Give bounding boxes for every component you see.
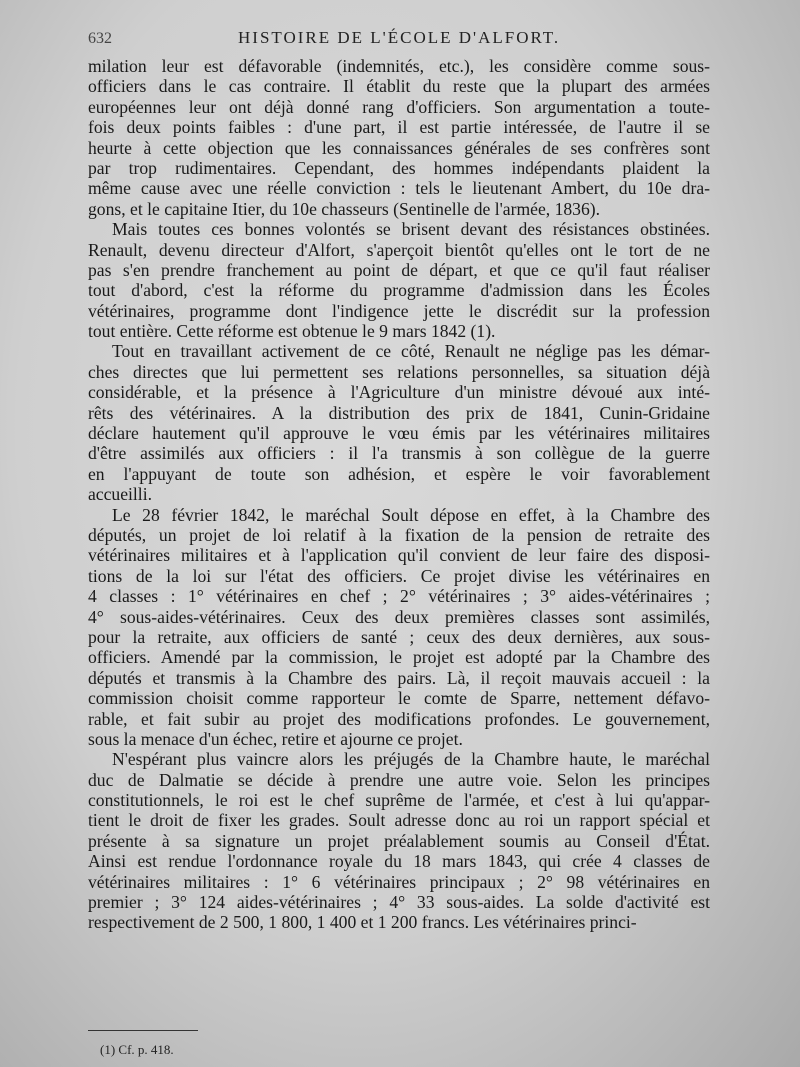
text-line: milation leur est défavorable (indemnités, etc.), les considère comme sous-	[88, 56, 710, 76]
running-title: HISTOIRE DE L'ÉCOLE D'ALFORT.	[238, 28, 561, 47]
text-line: N'espérant plus vaincre alors les préjugés de la Chambre haute, le maréchal	[112, 749, 710, 770]
text-line: vétérinaires militaires et à l'application qu'il convient de leur faire des disposi-	[88, 545, 710, 566]
text-line: députés, un projet de loi relatif à la fixation de la pension de retraite des	[88, 524, 710, 545]
text-line: présente à sa signature un projet préalablement soumis au Conseil d'État.	[88, 830, 710, 851]
text-line: en l'appuyant de toute son adhésion, et espère le voir favorablement	[88, 463, 710, 484]
text-line: tions de la loi sur l'état des officiers. Ce projet divise les vétérinaires en	[88, 565, 710, 586]
text-line: rable, et fait subir au projet des modifications profondes. Le gouvernement,	[88, 708, 710, 729]
text-line: vétérinaires militaires : 1° 6 vétérinaires principaux ; 2° 98 vétérinaires en	[88, 871, 710, 892]
text-line: Ainsi est rendue l'ordonnance royale du 18 mars 1843, qui crée 4 classes de	[88, 851, 710, 872]
text-line: Renault, devenu directeur d'Alfort, s'aperçoit bientôt qu'elles ont le tort de ne	[88, 239, 710, 260]
paragraph	[88, 56, 710, 219]
text-line: 4° sous-aides-vétérinaires. Ceux des deux premières classes sont assimilés,	[88, 606, 710, 627]
text-line: tient le droit de fixer les grades. Soult adresse donc au roi un rapport spécial et	[88, 810, 710, 831]
text-line: Mais toutes ces bonnes volontés se brisent devant des résistances obstinées.	[112, 219, 710, 240]
text-line: par trop rudimentaires. Cependant, des hommes indépendants plaident la	[88, 157, 710, 178]
text-line: Le 28 février 1842, le maréchal Soult dépose en effet, à la Chambre des	[112, 504, 710, 525]
text-line: sous la menace d'un échec, retire et ajourne ce projet.	[88, 728, 463, 749]
body-text	[88, 56, 710, 933]
text-line: fois deux points faibles : d'une part, il est partie intéressée, de l'autre il se	[88, 117, 710, 138]
text-line: heurte à cette objection que les connaissances générales de ses confrères sont	[88, 137, 710, 158]
text-line: officiers. Amendé par la commission, le projet est adopté par la Chambre des	[88, 647, 710, 668]
footnote: (1) Cf. p. 418.	[100, 1042, 174, 1057]
text-line: considérable, et la présence à l'Agriculture d'un ministre dévoué aux inté-	[88, 382, 710, 403]
text-line: européennes leur ont déjà donné rang d'officiers. Son argumentation a toute-	[88, 96, 710, 117]
text-line: 4 classes : 1° vétérinaires en chef ; 2° vétérinaires ; 3° aides-vétérinaires ;	[88, 586, 710, 607]
text-line: d'être assimilés aux officiers : il l'a transmis à son collègue de la guerre	[88, 443, 710, 464]
text-line: pour la retraite, aux officiers de santé ; ceux des deux dernières, aux sous-	[88, 626, 710, 647]
text-line: ches directes que lui permettent ses relations personnelles, sa situation déjà	[88, 361, 710, 382]
text-line: respectivement de 2 500, 1 800, 1 400 et 1 200 francs. Les vétérinaires princi-	[88, 912, 637, 933]
text-line: officiers dans le cas contraire. Il établit du reste que la plupart des armées	[88, 76, 710, 97]
text-line: commission choisit comme rapporteur le comte de Sparre, nettement défavo-	[88, 688, 710, 709]
text-line: tout d'abord, c'est la réforme du programme d'admission dans les Écoles	[88, 280, 710, 301]
paragraph	[88, 505, 710, 750]
text-line: Tout en travaillant activement de ce côté, Renault ne néglige pas les démar-	[112, 341, 710, 362]
text-line: même cause avec une réelle conviction : tels le lieutenant Ambert, du 10e dra-	[88, 178, 710, 199]
text-line: déclare hautement qu'il approuve le vœu émis par les vétérinaires militaires	[88, 423, 710, 444]
text-line: vétérinaires, programme dont l'indigence jette le discrédit sur la profession	[88, 300, 710, 321]
footnote-rule	[88, 1030, 198, 1031]
text-line: pas s'en prendre franchement au point de départ, et que ce qu'il faut réaliser	[88, 259, 710, 280]
text-line: gons, et le capitaine Itier, du 10e chasseurs (Sentinelle de l'armée, 1836).	[88, 198, 601, 219]
page-header	[88, 28, 708, 56]
paragraph	[88, 219, 710, 341]
text-line: constitutionnels, le roi est le chef suprême de l'armée, et c'est à lui qu'appar-	[88, 790, 710, 811]
text-line: tout entière. Cette réforme est obtenue le 9 mars 1842 (1).	[88, 321, 496, 342]
page-number: 632	[88, 30, 112, 47]
text-line: rêts des vétérinaires. A la distribution des prix de 1841, Cunin-Gridaine	[88, 402, 710, 423]
paragraph	[88, 749, 710, 933]
text-line: députés et transmis à la Chambre des pairs. Là, il reçoit mauvais accueil : la	[88, 667, 710, 688]
text-line: duc de Dalmatie se décide à prendre une autre voie. Selon les principes	[88, 769, 710, 790]
text-line: premier ; 3° 124 aides-vétérinaires ; 4° 33 sous-aides. La solde d'activité est	[88, 892, 710, 913]
paragraph	[88, 341, 710, 504]
text-line: accueilli.	[88, 484, 152, 505]
